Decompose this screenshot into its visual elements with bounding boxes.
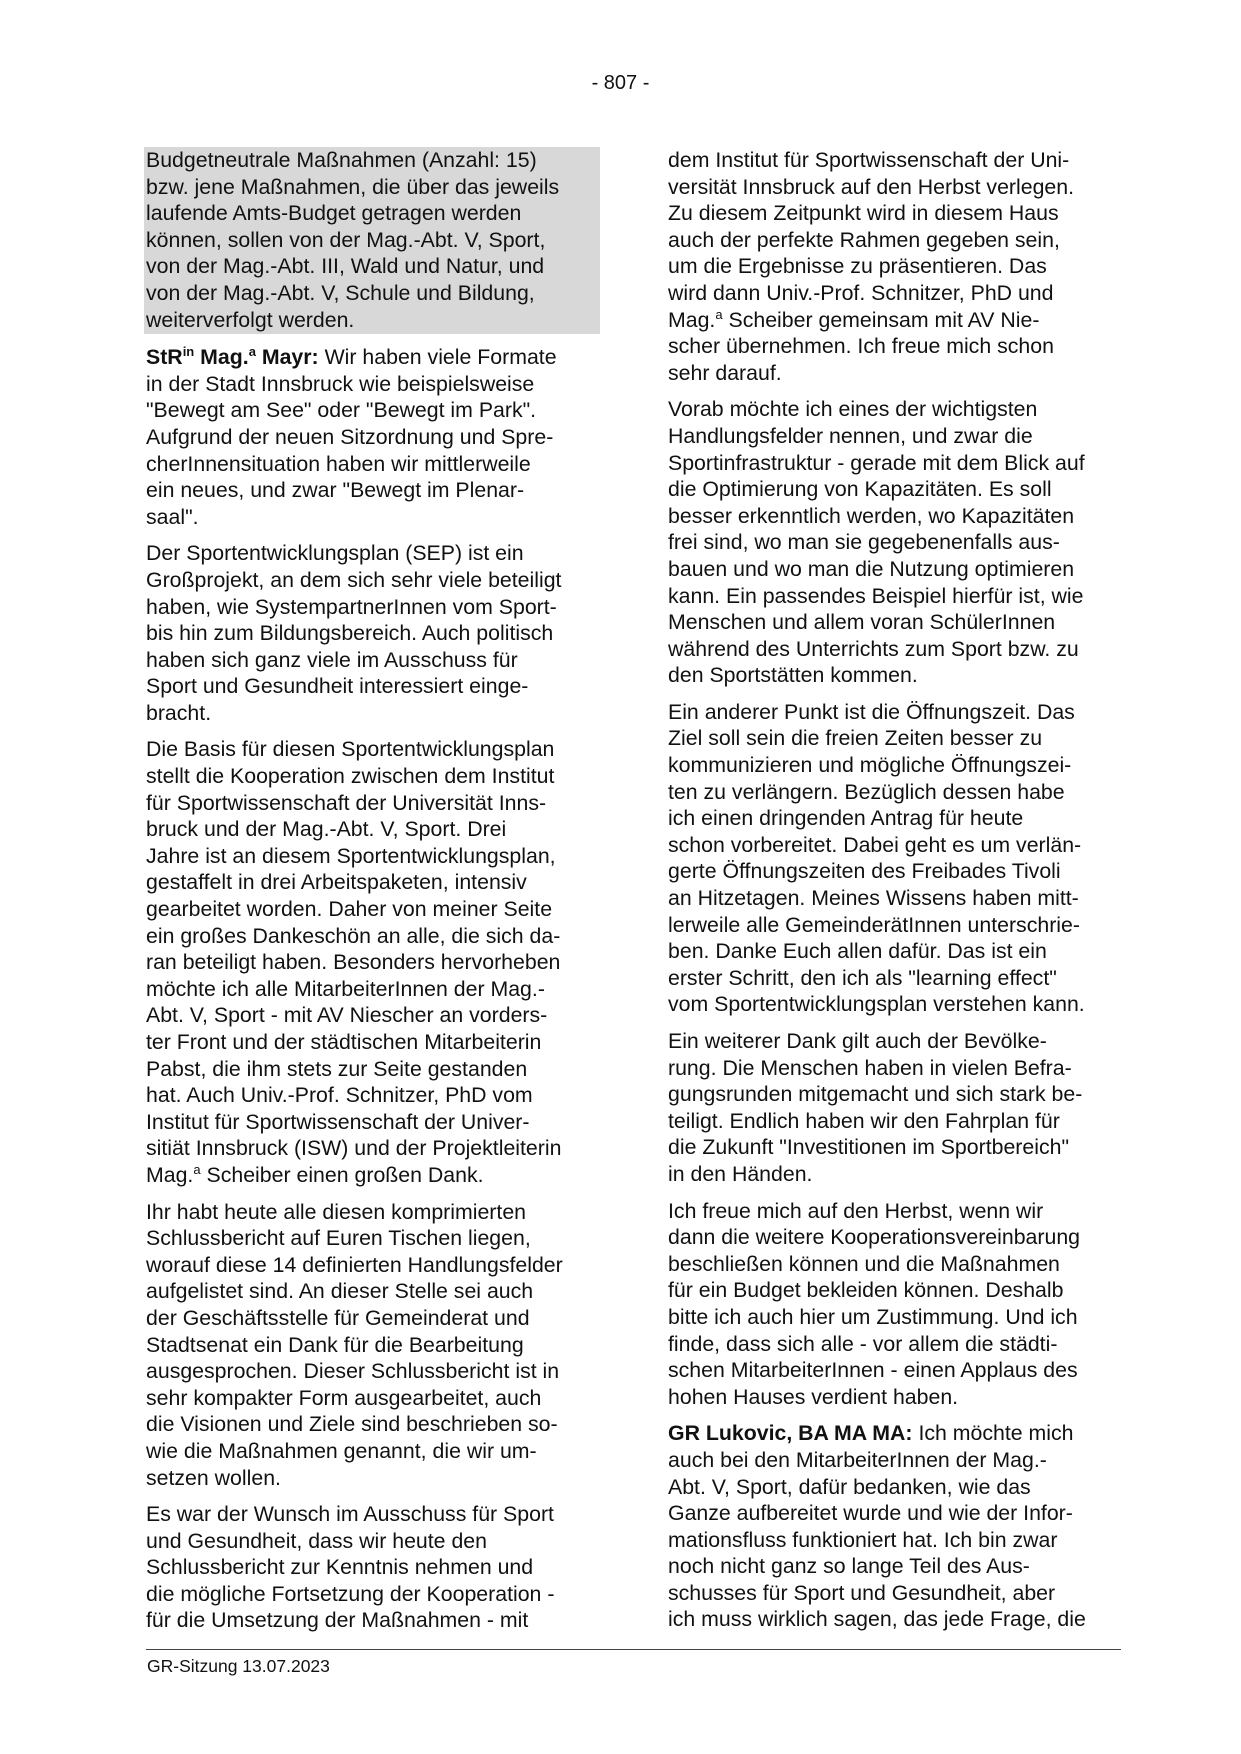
text-line: ein großes Dankeschön an alle, die sich da- [146, 923, 561, 948]
text-fragment: Mag. [146, 1162, 194, 1187]
text-line: schen MitarbeiterInnen - einen Applaus des [668, 1358, 1078, 1383]
text-line: ter Front und der städtischen Mitarbeiterin [146, 1030, 542, 1054]
text-fragment: Ich möchte mich [912, 1421, 1074, 1446]
speaker-name-lukovic: GR Lukovic, BA MA MA: [668, 1421, 913, 1446]
text-line: die Zukunft "Investitionen im Sportbereich" [668, 1135, 1070, 1160]
text-line: scher übernehmen. Ich freue mich schon [668, 334, 1054, 359]
text-line: von der Mag.-Abt. III, Wald und Natur, und [146, 254, 545, 279]
text-line: saal". [146, 504, 199, 529]
text-line: setzen wollen. [146, 1465, 281, 1490]
paragraph-schlussbericht [146, 1199, 598, 1492]
paragraph-wunsch [146, 1501, 598, 1634]
text-line: der Geschäftsstelle für Gemeinderat und [146, 1305, 530, 1330]
text-line: für ein Budget bekleiden können. Deshalb [668, 1278, 1064, 1303]
text-line: Ich freue mich auf den Herbst, wenn wir [668, 1198, 1044, 1223]
text-line: schusses für Sport und Gesundheit, aber [668, 1580, 1056, 1605]
text-line: hohen Hauses verdient haben. [668, 1384, 959, 1409]
footer-session-date: GR-Sitzung 13.07.2023 [147, 1656, 330, 1676]
text-line [668, 307, 1120, 334]
highlighted-budget-paragraph [144, 147, 600, 334]
paragraph-bevoelkerung [668, 1028, 1120, 1188]
text-line: während des Unterrichts zum Sport bzw. zu [668, 636, 1079, 661]
text-line: kann. Ein passendes Beispiel hierfür ist, wie [668, 583, 1084, 608]
text-line: bracht. [146, 700, 212, 725]
paragraph-oeffnungszeit [668, 699, 1120, 1018]
speaker-part: Mag. [194, 345, 249, 370]
superscript: a [248, 344, 256, 360]
text-line: weiterverfolgt werden. [146, 307, 355, 332]
footer-divider [146, 1649, 1121, 1650]
speaker-part: Mayr: [255, 345, 319, 370]
text-line: Pabst, die ihm stets zur Seite gestanden [146, 1056, 528, 1081]
text-line: die Visionen und Ziele sind beschrieben so- [146, 1412, 558, 1437]
text-line: sehr darauf. [668, 360, 782, 385]
text-line: gestaffelt in drei Arbeitspaketen, intensiv [146, 870, 527, 895]
text-line: finde, dass sich alle - vor allem die städti- [668, 1331, 1058, 1356]
text-line: Großprojekt, an dem sich sehr viele beteiligt [146, 567, 562, 592]
text-line [668, 1420, 1120, 1447]
text-line: Schlussbericht zur Kenntnis nehmen und [146, 1555, 534, 1580]
text-line: haben sich ganz viele im Ausschuss für [146, 647, 518, 672]
text-line: kommunizieren und mögliche Öffnungszei- [668, 753, 1072, 778]
text-line: vom Sportentwicklungsplan verstehen kann. [668, 992, 1085, 1017]
text-line: haben, wie SystempartnerInnen vom Sport- [146, 594, 557, 619]
text-line: noch nicht ganz so lange Teil des Aus- [668, 1554, 1030, 1579]
text-line: Der Sportentwicklungsplan (SEP) ist ein [146, 541, 524, 566]
text-line: die Optimierung von Kapazitäten. Es soll [668, 477, 1052, 502]
text-line: in der Stadt Innsbruck wie beispielsweise [146, 371, 535, 396]
text-line: rung. Die Menschen haben in vielen Befra- [668, 1055, 1072, 1080]
text-line: auch bei den MitarbeiterInnen der Mag.- [668, 1447, 1047, 1472]
text-line: wie die Maßnahmen genannt, die wir um- [146, 1438, 537, 1463]
text-line: laufende Amts-Budget getragen werden [146, 201, 522, 226]
text-line: gearbeitet worden. Daher von meiner Seite [146, 897, 553, 922]
text-line: aufgelistet sind. An dieser Stelle sei auch [146, 1279, 534, 1304]
text-line: Abt. V, Sport - mit AV Niescher an vorders- [146, 1003, 548, 1028]
text-line: die mögliche Fortsetzung der Kooperation - [146, 1581, 555, 1606]
text-line: gungsrunden mitgemacht und sich stark be- [668, 1082, 1083, 1107]
text-line: Ihr habt heute alle diesen komprimierten [146, 1199, 527, 1224]
text-line: Budgetneutrale Maßnahmen (Anzahl: 15) [146, 148, 537, 172]
page-number: - 807 - [591, 72, 650, 94]
text-line: Aufgrund der neuen Sitzordnung und Spre- [146, 424, 554, 449]
text-line: "Bewegt am See" oder "Bewegt im Park". [146, 398, 537, 423]
text-line: ran beteiligt haben. Besonders hervorheben [146, 950, 561, 975]
superscript: a [715, 306, 723, 322]
text-line: besser erkenntlich werden, wo Kapazitäten [668, 503, 1075, 528]
text-line: Ein weiterer Dank gilt auch der Bevölke- [668, 1029, 1047, 1053]
text-line: Sport und Gesundheit interessiert einge- [146, 674, 529, 699]
text-line: wird dann Univ.-Prof. Schnitzer, PhD und [668, 280, 1054, 305]
text-line: sehr kompakter Form ausgearbeitet, auch [146, 1385, 542, 1410]
text-line: Schlussbericht auf Euren Tischen liegen, [146, 1226, 531, 1251]
text-line: dann die weitere Kooperationsvereinbarung [668, 1225, 1081, 1250]
text-line: auch der perfekte Rahmen gegeben sein, [668, 227, 1060, 252]
speaker-name-mayr [146, 345, 319, 369]
text-line: Stadtsenat ein Dank für die Bearbeitung [146, 1332, 524, 1357]
speech-mayr-intro [146, 344, 598, 530]
text-line: Ganze aufbereitet wurde und wie der Infor- [668, 1501, 1073, 1526]
text-line: den Sportstätten kommen. [668, 663, 918, 688]
text-line: um die Ergebnisse zu präsentieren. Das [668, 254, 1047, 279]
text-line [146, 1162, 598, 1189]
speech-lukovic [668, 1420, 1120, 1633]
text-fragment: Scheiber gemeinsam mit AV Nie- [722, 307, 1040, 332]
text-line: hat. Auch Univ.-Prof. Schnitzer, PhD vom [146, 1083, 533, 1108]
text-line: sitiät Innsbruck (ISW) und der Projektleiterin [146, 1136, 562, 1161]
text-line: worauf diese 14 definierten Handlungsfelder [146, 1252, 563, 1277]
text-line: können, sollen von der Mag.-Abt. V, Sport, [146, 227, 546, 252]
text-line: schon vorbereitet. Dabei geht es um verlän- [668, 832, 1082, 857]
text-line: Ein anderer Punkt ist die Öffnungszeit. Das [668, 699, 1075, 724]
text-line: erster Schritt, den ich als "learning effect" [668, 965, 1057, 990]
text-line: beschließen können und die Maßnahmen [668, 1251, 1060, 1276]
speaker-part: StR [146, 345, 183, 370]
text-line: an Hitzetagen. Meines Wissens haben mitt- [668, 886, 1079, 911]
text-line: Vorab möchte ich eines der wichtigsten [668, 397, 1038, 422]
text-line: ich muss wirklich sagen, das jede Frage, die [668, 1607, 1086, 1632]
text-line: dem Institut für Sportwissenschaft der Uni- [668, 148, 1070, 172]
text-line: lerweile alle GemeinderätInnen unterschrie- [668, 912, 1080, 937]
text-line: stellt die Kooperation zwischen dem Institut [146, 764, 555, 789]
text-line: gerte Öffnungszeiten des Freibades Tivoli [668, 859, 1061, 884]
text-line: Ziel soll sein die freien Zeiten besser zu [668, 726, 1043, 751]
text-line: mationsfluss funktioniert hat. Ich bin zwar [668, 1527, 1058, 1552]
text-line: Jahre ist an diesem Sportentwicklungsplan, [146, 843, 556, 868]
text-line: bitte ich auch hier um Zustimmung. Und ich [668, 1304, 1078, 1329]
text-line: Institut für Sportwissenschaft der Univer- [146, 1109, 530, 1134]
text-line: versität Innsbruck auf den Herbst verlegen. [668, 174, 1075, 199]
text-fragment: Mag. [668, 307, 716, 332]
paragraph-infrastruktur [668, 396, 1120, 689]
text-line: Handlungsfelder nennen, und zwar die [668, 423, 1033, 448]
text-line: für die Umsetzung der Maßnahmen - mit [146, 1608, 529, 1633]
text-line: Zu diesem Zeitpunkt wird in diesem Haus [668, 201, 1059, 226]
text-line: cherInnensituation haben wir mittlerweile [146, 451, 531, 476]
text-line: ten zu verlängern. Bezüglich dessen habe [668, 779, 1065, 804]
text-line: bis hin zum Bildungsbereich. Auch politisch [146, 621, 554, 646]
text-line: und Gesundheit, dass wir heute den [146, 1528, 487, 1553]
text-line: möchte ich alle MitarbeiterInnen der Mag.- [146, 976, 545, 1001]
paragraph-herbst-verlegen [668, 147, 1120, 386]
text-fragment: Wir haben viele Formate [318, 345, 557, 370]
superscript: a [193, 1161, 201, 1177]
superscript: in [182, 344, 195, 360]
text-line: bzw. jene Maßnahmen, die über das jeweils [146, 174, 560, 199]
text-line [146, 344, 598, 371]
text-line: Sportinfrastruktur - gerade mit dem Blick auf [668, 450, 1085, 475]
text-line: Die Basis für diesen Sportentwicklungsplan [146, 737, 555, 762]
right-column [668, 147, 1120, 1643]
text-line: bruck und der Mag.-Abt. V, Sport. Drei [146, 817, 507, 842]
text-line: ein neues, und zwar "Bewegt im Plenar- [146, 478, 525, 503]
text-line: Es war der Wunsch im Ausschuss für Sport [146, 1502, 554, 1527]
text-line: von der Mag.-Abt. V, Schule und Bildung, [146, 280, 535, 305]
text-line: ich einen dringenden Antrag für heute [668, 806, 1024, 831]
text-fragment: Scheiber einen großen Dank. [200, 1162, 484, 1187]
text-line: ben. Danke Euch allen dafür. Das ist ein [668, 939, 1047, 964]
paragraph-kooperation [146, 736, 598, 1188]
text-line: teiligt. Endlich haben wir den Fahrplan für [668, 1108, 1060, 1133]
text-line: für Sportwissenschaft der Universität Inns- [146, 790, 547, 815]
paragraph-zustimmung [668, 1198, 1120, 1411]
text-line: ausgesprochen. Dieser Schlussbericht ist in [146, 1359, 560, 1384]
text-line: Menschen und allem voran SchülerInnen [668, 610, 1056, 635]
text-line: in den Händen. [668, 1161, 813, 1186]
text-line: frei sind, wo man sie gegebenenfalls aus- [668, 530, 1060, 555]
text-line: bauen und wo man die Nutzung optimieren [668, 556, 1075, 581]
paragraph-sep [146, 540, 598, 726]
left-column [146, 147, 598, 1644]
text-line: Abt. V, Sport, dafür bedanken, wie das [668, 1474, 1031, 1499]
